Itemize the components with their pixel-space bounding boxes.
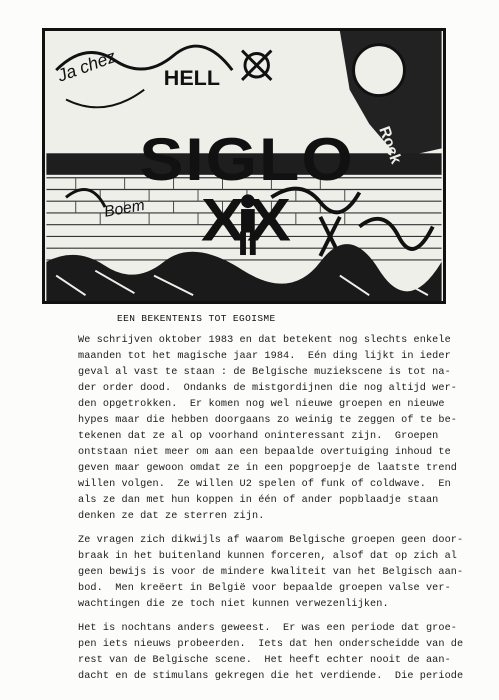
text-line: willen volgen. Ze willen U2 spelen of funk of coldwave. En: [78, 479, 451, 490]
text-line: hypes maar die hebben doorgaans zo weinig te zeggen of te be-: [78, 415, 458, 426]
text-line: Ze vragen zich dikwijls af waarom Belgische groepen geen door-: [78, 535, 464, 546]
text-line: rest van de Belgische scene. Het heeft echter nooit de aan-: [78, 655, 451, 666]
text-line: denken ze dat ze sterren zijn.: [78, 511, 265, 522]
graffiti-right: Rock: [375, 124, 405, 167]
paragraph: [78, 533, 478, 613]
poster-image: [42, 28, 446, 304]
text-line: ontstaan niet meer om aan een bepaalde overtuiging inhoud te: [78, 447, 451, 458]
text-line: maanden tot het magische jaar 1984. Eén ding lijkt in ieder: [78, 351, 451, 362]
text-line: den opgetrokken. Er komen nog wel nieuwe groepen en nieuwe: [78, 399, 445, 410]
text-line: Het is nochtans anders geweest. Er was een periode dat groe-: [78, 623, 458, 634]
graffiti-hell: HELL: [163, 65, 220, 90]
text-line: bod. Men kreëert in België voor bepaalde groepen valse ver-: [78, 583, 451, 594]
text-line: als ze dan met hun koppen in één of ander popblaadje staan: [78, 495, 439, 506]
text-line: dacht en de stimulans gekregen die het verdiende. Die periode: [78, 671, 464, 682]
paragraph: [78, 621, 478, 685]
article-body: [78, 333, 478, 693]
text-line: pen iets nieuws probeerden. Iets dat hen onderscheidde van de: [78, 639, 464, 650]
poster-title: SIGLO XX: [139, 124, 355, 254]
text-line: tekenen dat ze al op voorhand oninteressant zijn. Groepen: [78, 431, 439, 442]
text-line: geen bewijs is voor de mindere kwaliteit van het Belgisch aan-: [78, 567, 464, 578]
text-line: geven maar gewoon omdat ze in een popgroepje de laatste trend: [78, 463, 458, 474]
text-line: der order dood. Ondanks de mistgordijnen die nog altijd wer-: [78, 383, 458, 394]
text-line: We schrijven oktober 1983 en dat betekent nog slechts enkele: [78, 335, 451, 346]
text-line: geval al vast te staan : de Belgische muziekscene is tot na-: [78, 367, 451, 378]
graffiti-boem: Boem: [102, 196, 147, 221]
article-title: EEN BEKENTENIS TOT EGOISME: [117, 313, 276, 324]
graffiti-left: Ja chez: [54, 46, 119, 86]
text-line: wachtingen die ze toch niet kunnen verwezenlijken.: [78, 599, 389, 610]
text-line: braak in het buitenland kunnen forceren, alsof dat op zich al: [78, 551, 458, 562]
paragraph: [78, 333, 478, 525]
